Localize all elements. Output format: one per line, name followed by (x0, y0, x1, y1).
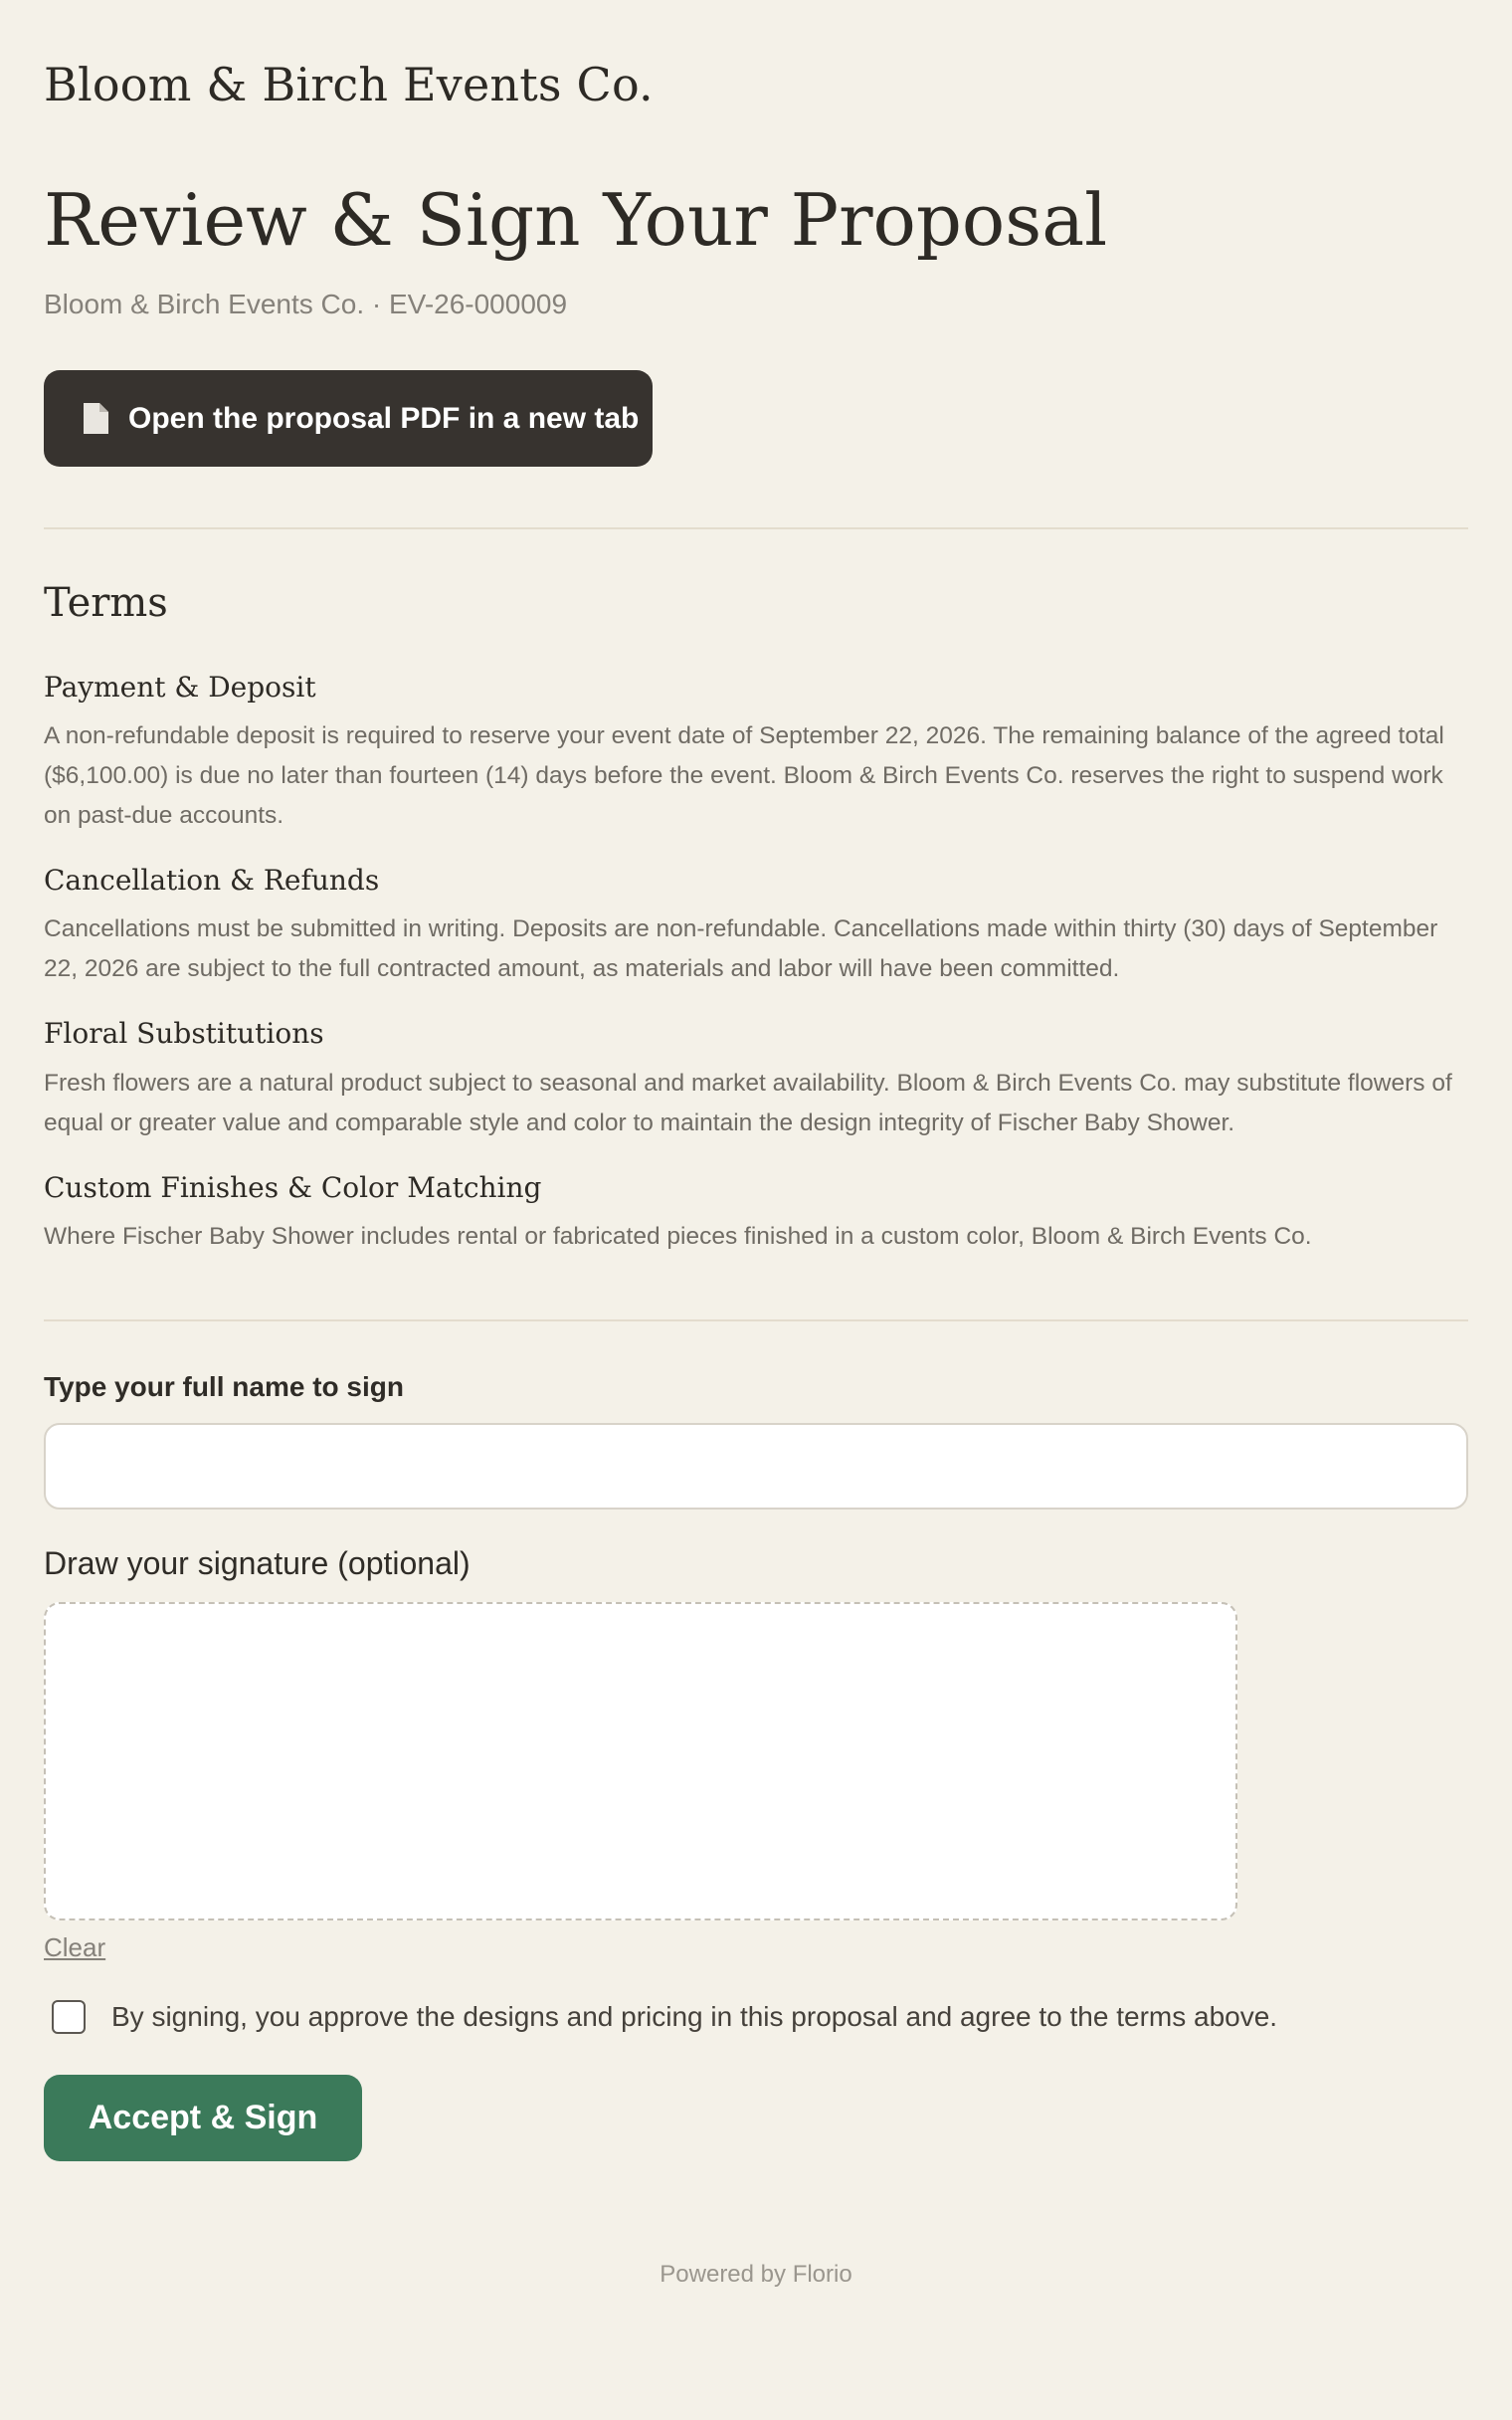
term-body: Where Fischer Baby Shower includes rental or fabricated pieces finished in a custom color, Bloom & Birch Events Co. (44, 1222, 1312, 1250)
signature-label: Draw your signature (optional) (44, 1545, 471, 1581)
accept-sign-button[interactable]: Accept & Sign (44, 2075, 362, 2161)
page-title: Review & Sign Your Proposal (44, 178, 1108, 262)
terms-heading: Terms (44, 580, 168, 626)
agree-checkbox[interactable] (52, 2000, 86, 2034)
term-title: Floral Substitutions (44, 1017, 324, 1051)
open-pdf-label: Open the proposal PDF in a new tab (128, 401, 640, 435)
open-pdf-button[interactable] (44, 370, 653, 467)
clear-signature-link[interactable]: Clear (44, 1932, 106, 1962)
full-name-input[interactable] (44, 1423, 1468, 1510)
divider (44, 1319, 1468, 1321)
full-name-label: Type your full name to sign (44, 1371, 404, 1402)
term-section-cancellation (44, 865, 1468, 989)
divider (44, 527, 1468, 529)
terms-scroll-area[interactable] (44, 672, 1468, 1267)
term-body: Cancellations must be submitted in writing. Deposits are non-refundable. Cancellations made within thirty (30) days of September 22, 2026 are subject to the full contracted amount, as materials and labor will have been committed. (44, 915, 1438, 983)
term-title: Cancellation & Refunds (44, 864, 380, 898)
powered-by-footer: Powered by Florio (660, 2261, 852, 2288)
document-icon (84, 403, 108, 434)
signature-pad[interactable] (44, 1602, 1237, 1920)
term-section-floral (44, 1018, 1468, 1142)
term-section-payment (44, 672, 1468, 836)
term-section-custom-finishes (44, 1172, 1468, 1257)
agree-row (52, 2000, 1277, 2034)
page-subtitle: Bloom & Birch Events Co. · EV-26-000009 (44, 289, 568, 319)
term-title: Payment & Deposit (44, 672, 316, 704)
term-body: Fresh flowers are a natural product subject to seasonal and market availability. Bloom & Birch Events Co. may substitute flowers of equal or greater value and comparable style and color to maintain the design integrity of Fischer Baby Shower. (44, 1069, 1452, 1136)
agree-label: By signing, you approve the designs and pricing in this proposal and agree to the terms above. (111, 2001, 1278, 2032)
brand-name: Bloom & Birch Events Co. (44, 58, 654, 111)
term-body: A non-refundable deposit is required to reserve your event date of September 22, 2026. The remaining balance of the agreed total ($6,100.00) is due no later than fourteen (14) days before the event. Bloom & Birch Events Co. reserves the right to suspend work on past-due accounts. (44, 722, 1444, 830)
term-title: Custom Finishes & Color Matching (44, 1170, 542, 1204)
